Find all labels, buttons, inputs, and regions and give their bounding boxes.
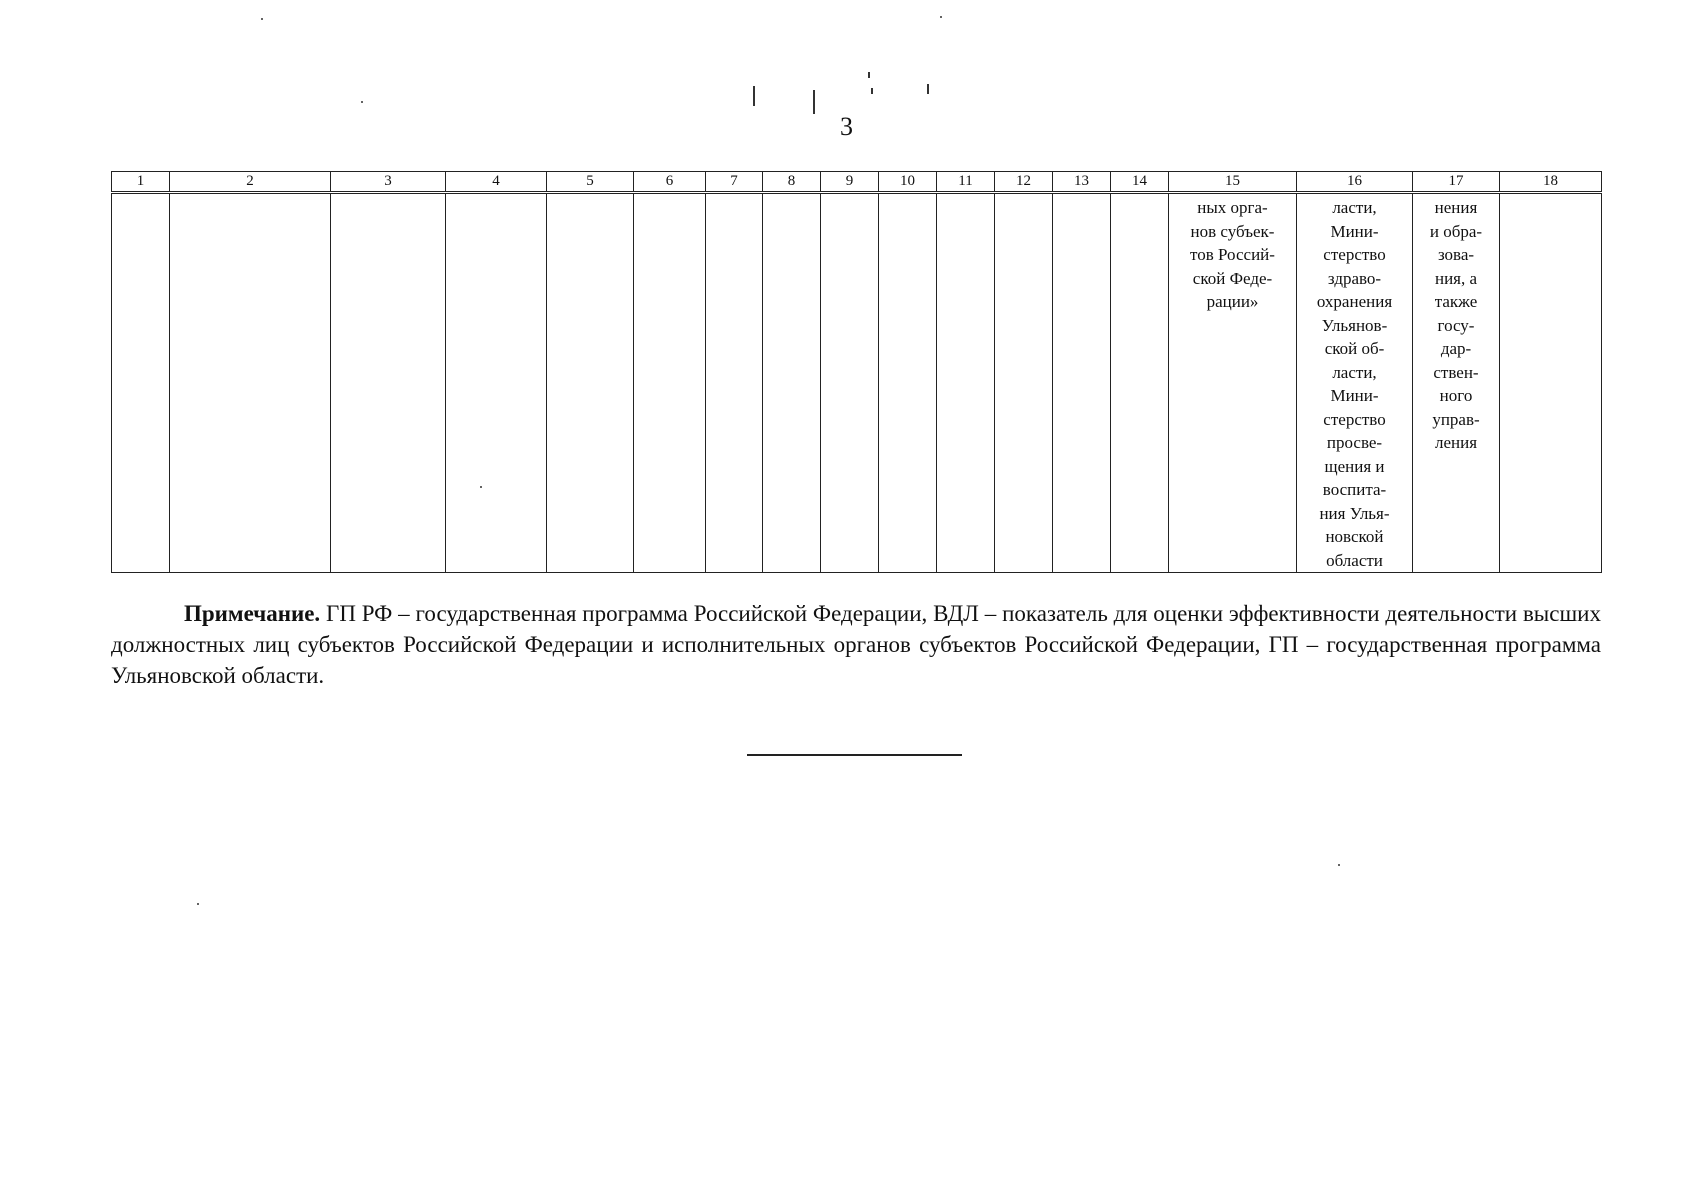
table-cell	[1053, 193, 1111, 573]
closing-rule	[747, 754, 962, 756]
table-cell	[821, 193, 879, 573]
table-cell	[763, 193, 821, 573]
note-label: Примечание.	[184, 601, 321, 626]
column-number: 8	[763, 172, 821, 193]
column-number-row	[112, 172, 1602, 193]
column-number: 12	[995, 172, 1053, 193]
column-number: 15	[1169, 172, 1297, 193]
table-cell	[1500, 193, 1602, 573]
scan-mark	[868, 72, 870, 78]
table-cell	[879, 193, 937, 573]
scan-speck	[940, 16, 942, 18]
scan-mark	[753, 86, 755, 106]
scan-speck	[1338, 864, 1340, 866]
table-cell	[112, 193, 170, 573]
column-number: 9	[821, 172, 879, 193]
column-number: 2	[170, 172, 331, 193]
note-paragraph	[111, 598, 1601, 691]
note-text: ГП РФ – государственная программа Российской Федерации, ВДЛ – показатель для оценки эффективности деятельности высших должностных лиц субъектов Российской Федерации и исполнительных органов субъектов Российской Федерации, ГП – государственная программа Ульяновской области.	[111, 601, 1601, 688]
cell-text: нения и обра- зова- ния, а также госу- дар- ствен- ного управ- ления	[1429, 198, 1483, 452]
column-number: 13	[1053, 172, 1111, 193]
column-number: 5	[547, 172, 634, 193]
column-number: 11	[937, 172, 995, 193]
table-cell	[634, 193, 706, 573]
cell-text: ласти, Мини- стерство здраво- охранения Ульянов- ской об- ласти, Мини- стерство просве- щения и воспита- ния Улья- новской области	[1316, 198, 1393, 570]
table-cell	[995, 193, 1053, 573]
cell-text: ных орга- нов субъек- тов Россий- ской Феде- рации»	[1190, 198, 1275, 311]
column-number: 1	[112, 172, 170, 193]
column-number: 18	[1500, 172, 1602, 193]
table-row	[112, 193, 1602, 573]
column-number: 6	[634, 172, 706, 193]
scan-mark	[927, 84, 929, 94]
scan-mark	[871, 88, 873, 94]
table-cell-col17	[1413, 193, 1500, 573]
table-cell-col16	[1297, 193, 1413, 573]
table-cell-col15	[1169, 193, 1297, 573]
table-cell	[706, 193, 763, 573]
page-number: 3	[840, 112, 853, 141]
scan-speck	[261, 18, 263, 20]
column-number: 10	[879, 172, 937, 193]
data-table	[111, 171, 1602, 573]
table-cell	[547, 193, 634, 573]
table-cell	[1111, 193, 1169, 573]
table-cell	[446, 193, 547, 573]
column-number: 3	[331, 172, 446, 193]
scan-speck	[361, 101, 363, 103]
scan-speck	[197, 903, 199, 905]
column-number: 17	[1413, 172, 1500, 193]
column-number: 4	[446, 172, 547, 193]
table-cell	[937, 193, 995, 573]
column-number: 16	[1297, 172, 1413, 193]
column-number: 14	[1111, 172, 1169, 193]
column-number: 7	[706, 172, 763, 193]
table-cell	[331, 193, 446, 573]
scan-mark	[813, 90, 815, 114]
table-cell	[170, 193, 331, 573]
